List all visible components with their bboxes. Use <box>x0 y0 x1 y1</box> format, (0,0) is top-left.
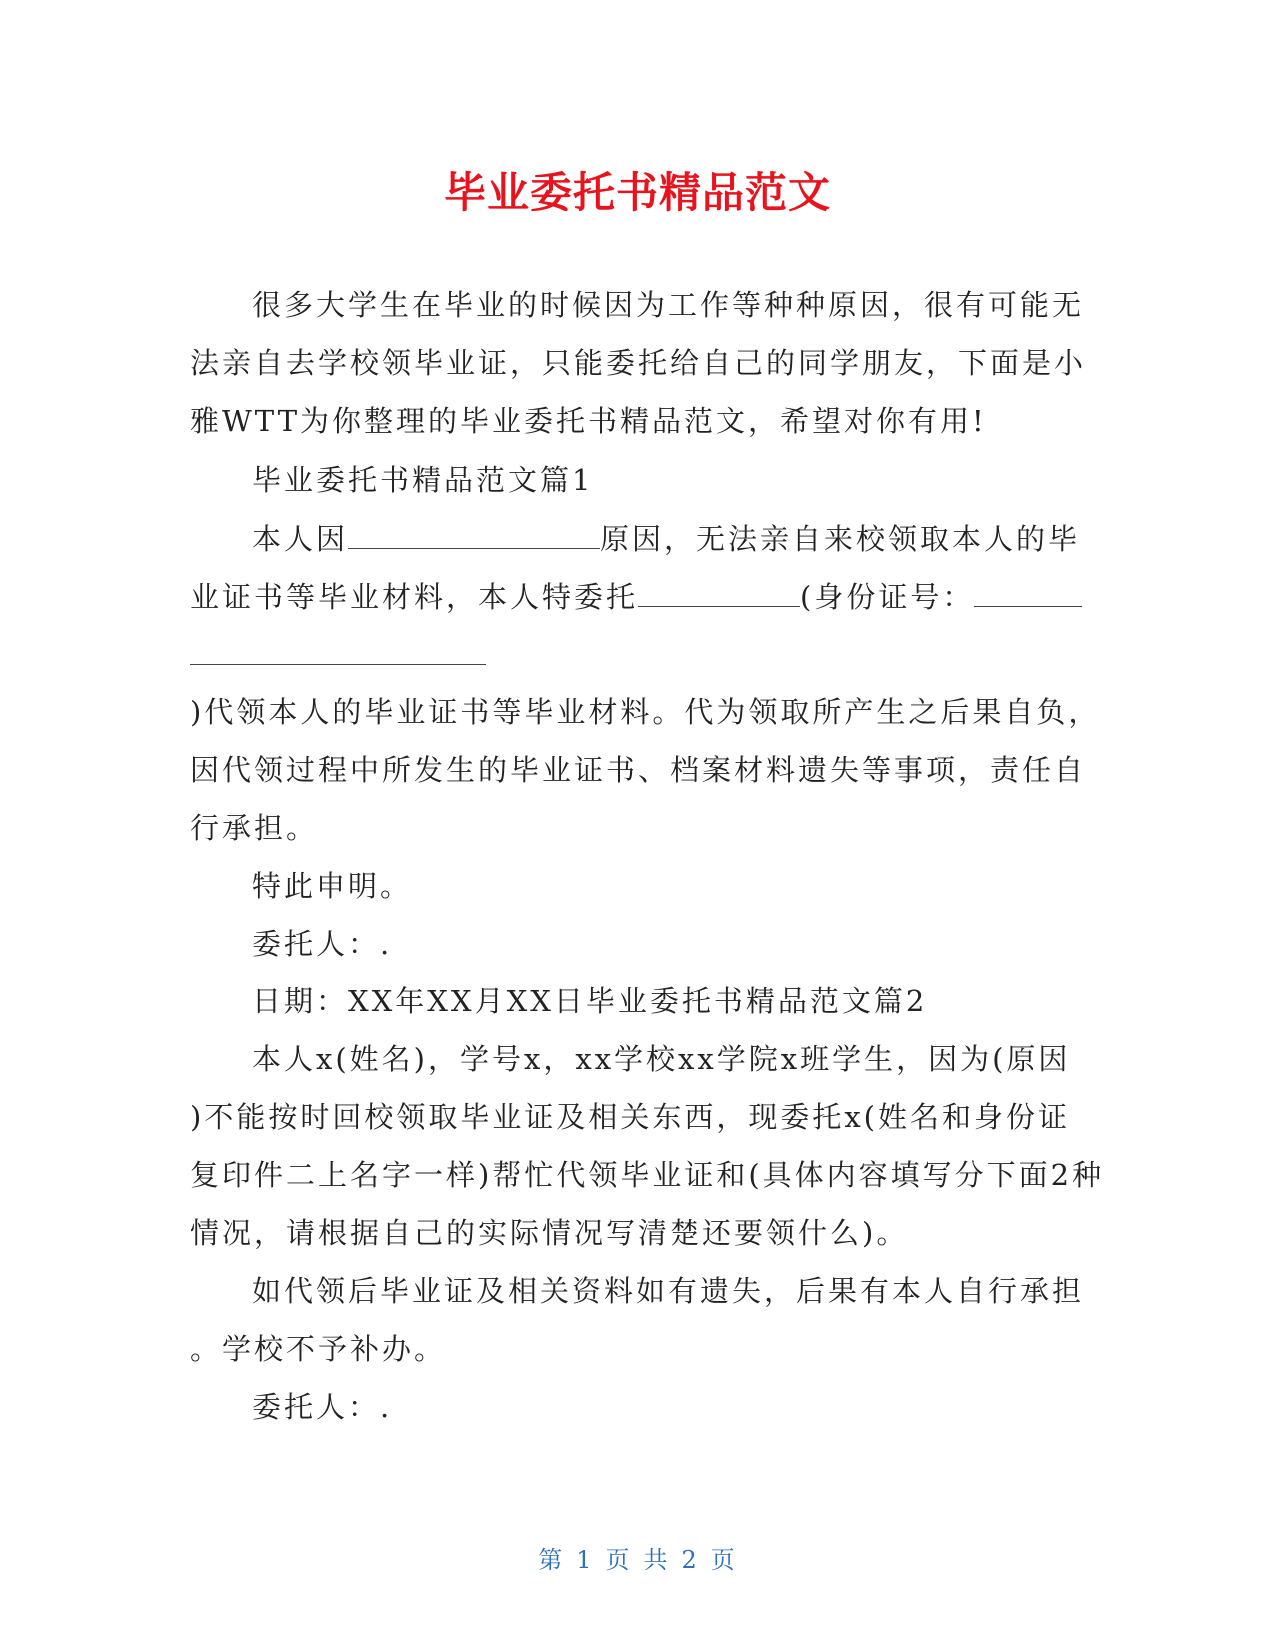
date-and-heading-2: 日期：XX年XX月XX日毕业委托书精品范文篇2 <box>252 984 928 1018</box>
intro-line-1: 很多大学生在毕业的时候因为工作等种种原因，很有可能无 <box>252 288 1085 322</box>
p1-line-2-b: (身份证号： <box>800 580 975 614</box>
footer-page-word: 页 <box>605 1546 632 1574</box>
p2-line-1: 本人x(姓名)，学号x，xx学校xx学院x班学生，因为(原因 <box>252 1042 1071 1076</box>
p3-line-1: 如代领后毕业证及相关资料如有遗失，后果有本人自行承担 <box>252 1274 1085 1308</box>
footer-current-page: 1 <box>576 1546 594 1574</box>
p1-line-5: 因代领过程中所发生的毕业证书、档案材料遗失等事项，责任自 <box>190 753 1087 787</box>
footer-suffix: 页 <box>710 1546 737 1574</box>
id-number-blank-continued <box>190 642 486 665</box>
footer-total-pages: 2 <box>681 1546 699 1574</box>
client-signature-2: 委托人：. <box>252 1390 393 1424</box>
footer-prefix: 第 <box>538 1546 565 1574</box>
p1-line-6: 行承担。 <box>190 811 319 845</box>
p1-line-4: )代领本人的毕业证书等毕业材料。代为领取所产生之后果自负， <box>190 695 1101 729</box>
page-title: 毕业委托书精品范文 <box>443 168 831 217</box>
intro-line-2: 法亲自去学校领毕业证，只能委托给自己的同学朋友，下面是小 <box>190 346 1087 380</box>
declaration: 特此申明。 <box>252 869 413 903</box>
p1-line-1-a: 本人因 <box>252 522 349 556</box>
reason-blank <box>348 526 600 549</box>
trustee-blank <box>638 584 800 607</box>
p1-line-3 <box>190 637 1090 673</box>
p2-line-3: 复印件二上名字一样)帮忙代领毕业证和(具体内容填写分下面2种 <box>190 1158 1105 1192</box>
section-heading-1: 毕业委托书精品范文篇1 <box>252 463 594 497</box>
p3-line-2: 。学校不予补办。 <box>190 1332 447 1366</box>
intro-line-3: 雅WTT为你整理的毕业委托书精品范文，希望对你有用! <box>190 404 987 438</box>
p2-line-2: )不能按时回校领取毕业证及相关东西，现委托x(姓名和身份证 <box>190 1100 1070 1134</box>
page-footer <box>0 1540 1275 1575</box>
p1-line-1-b: 原因，无法亲自来校领取本人的毕 <box>600 522 1081 556</box>
client-signature-1: 委托人：. <box>252 927 393 961</box>
footer-total-word: 共 <box>643 1546 670 1574</box>
id-number-blank <box>974 584 1082 607</box>
p1-line-2 <box>190 579 1090 615</box>
p1-line-2-a: 业证书等毕业材料，本人特委托 <box>190 580 639 614</box>
p1-line-1 <box>252 521 1152 557</box>
p2-line-4: 情况，请根据自己的实际情况写清楚还要领什么)。 <box>190 1216 909 1250</box>
